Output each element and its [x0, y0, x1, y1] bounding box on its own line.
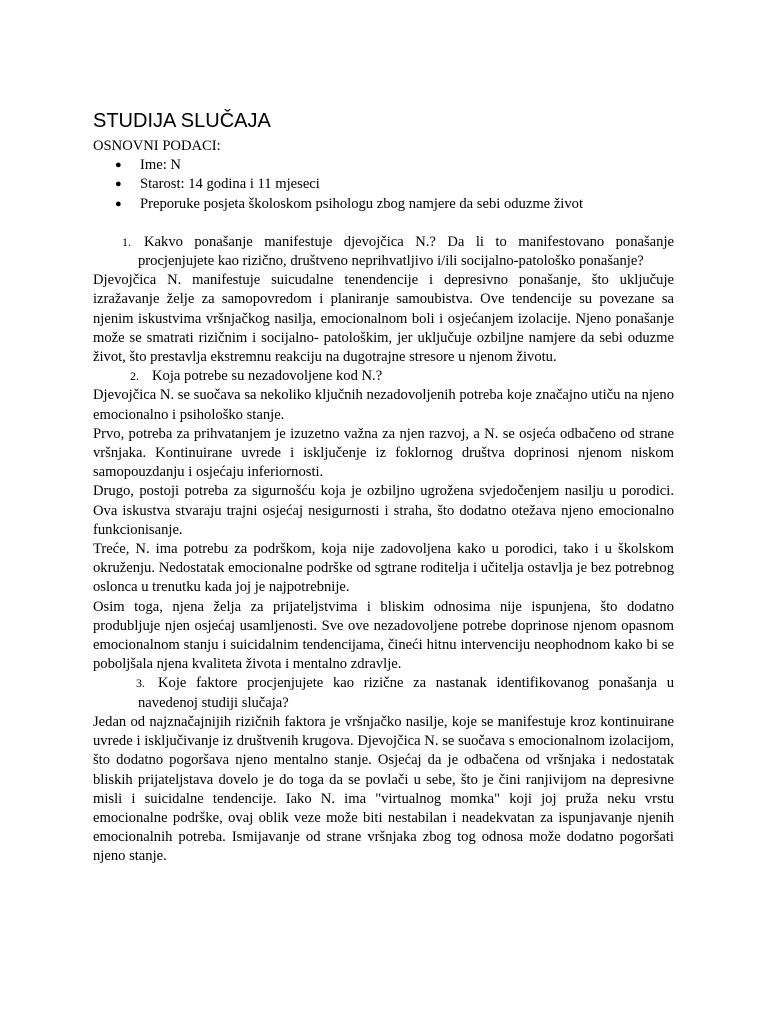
document-body	[93, 137, 674, 867]
document-title: STUDIJA SLUČAJA	[93, 110, 271, 132]
bullet-icon: ●	[115, 159, 122, 172]
bullet-icon: ●	[115, 178, 122, 191]
answer-2-safety: Drugo, postoji potreba za sigurnošću koja je ozbiljno ugrožena svjedočenjem nasilju u porodici. Ova iskustva stvaraju trajni osjećaj nesigurnosti i straha, što dodatno otežava njeno emocionalno funkcionisanje.	[93, 483, 674, 538]
answer-2-acceptance: Prvo, potreba za prihvatanjem je izuzetno važna za njen razvoj, a N. se osjeća odbačeno od strane vršnjaka. Kontinuirane uvrede i isključenje iz foklornog društva doprinosi njenom niskom samopouzdanju i osjećaju inferiornosti.	[93, 425, 674, 481]
question-2	[93, 367, 674, 386]
question-number: 3.	[136, 676, 145, 691]
list-item	[115, 175, 674, 194]
answer-3-paragraph: Jedan od najznačajnijih rizičnih faktora je vršnjačko nasilje, koje se manifestuje kroz kontinuirane uvrede i isključivanje iz društvenih krugova. Djevojčica N. se suočava s emocionalnom izolacijom, što dodatno pogoršava njeno mentalno stanje. Osjećaj da je odbačena od vršnjaka i nedostatak bliskih prijateljstava dovelo je do toga da se povlači u sebe, što je čini ranjivijom na depresivne misli i suicidalne tendencije. Iako N. ima "virtualnog momka" koji joj pruža neku vrstu emocionalne podrške, ovaj oblik veze može biti nestabilan i neadekvatan za ispunjavanje njenih emocionalnih potreba. Ismijavanje od strane vršnjaka zbog tog odnosa može dodatno pogoršati njeno stanje.	[93, 713, 674, 865]
basic-info-age: Starost: 14 godina i 11 mjeseci	[140, 176, 320, 193]
basic-info-label: OSNOVNI PODACI:	[93, 138, 221, 154]
answer-2-support: Treće, N. ima potrebu za podrškom, koja nije zadovoljena kako u porodici, tako i u školskom okruženju. Nedostatak emocionalne podrške od sgtrane roditelja i učitelja ostavlja je bez potrebnog oslonca u trenutku kada joj je najpotrebnije.	[93, 541, 674, 596]
question-3	[93, 674, 674, 712]
basic-info-name: Ime: N	[140, 157, 181, 174]
answer-1-paragraph: Djevojčica N. manifestuje suicudalne tenendencije i depresivno ponašanje, što uključuje izražavanje želje za samopovredom i planiranje samoubistva. Ove tendencije su povezane sa njenim iskustvima vršnjačkog nasilja, emocionalnom boli i osjećanjem izolacije. Njeno ponašanje može se smatrati rizičnim i socijalno- patološkim, jer uključuje ozbiljne namjere da sebi oduzme život, što prestavlja ekstremnu reakciju na dugotrajne stresore u njenom životu.	[93, 272, 674, 366]
question-1	[93, 233, 674, 271]
basic-info-list	[93, 156, 674, 214]
basic-info-referral: Preporuke posjeta školoskom psihologu zbog namjere da sebi oduzme život	[140, 195, 583, 212]
question-text: Koja potrebe su nezadovoljene kod N.?	[152, 368, 383, 385]
answer-2-intro: Djevojčica N. se suočava sa nekoliko ključnih nezadovoljenih potreba koje značajno utiču na njeno emocionalno i psihološko stanje.	[93, 387, 674, 423]
question-number: 2.	[130, 369, 139, 384]
bullet-icon: ●	[115, 197, 122, 210]
question-text: Koje faktore procjenjujete kao rizične za nastanak identifikovanog ponašanja u navedenoj studiji slučaja?	[138, 675, 674, 711]
answer-2-friendship: Osim toga, njena želja za prijateljstvima i bliskim odnosima nije ispunjena, što dodatno produbljuje njen osjećaj usamljenosti. Sve ove nezadovoljene potrebe doprinose njenom opasnom emocionalnom stanju i suicidalnim tendencijama, čineći hitnu intervenciju neophodnom kako bi se poboljšala njena kvaliteta života i mentalno zdravlje.	[93, 598, 674, 673]
list-item	[115, 195, 674, 214]
question-number: 1.	[122, 234, 131, 249]
question-text: Kakvo ponašanje manifestuje djevojčica N.? Da li to manifestovano ponašanje procjenjujete kao rizično, društveno neprihvatljivo i/ili socijalno-patološko ponašanje?	[138, 233, 674, 270]
list-item	[115, 156, 674, 175]
